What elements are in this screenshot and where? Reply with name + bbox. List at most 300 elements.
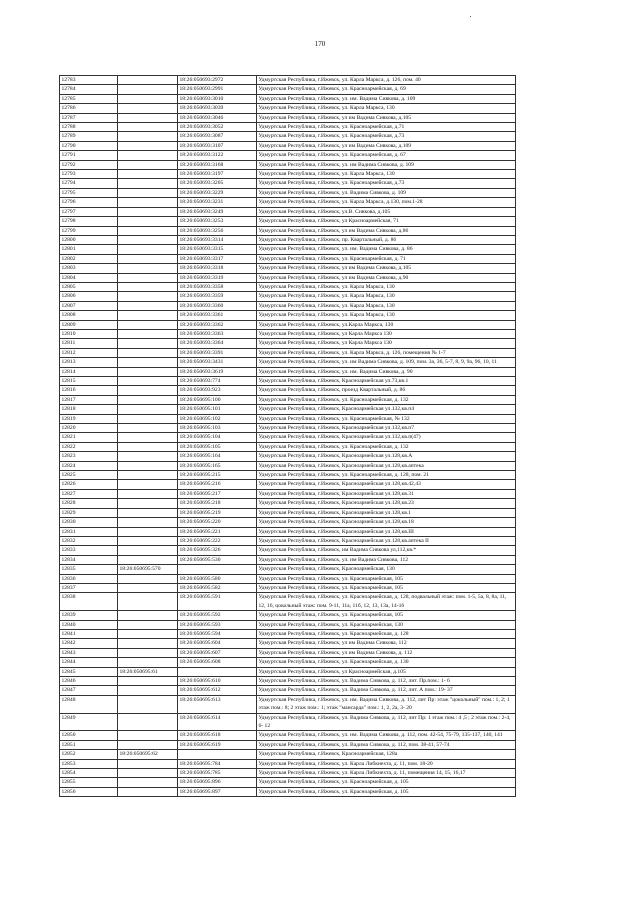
row-number-cell: 12787: [60, 113, 118, 122]
address-cell: Удмуртская Республика, г.Ижевск, проезд Квартальный, д. 86: [257, 386, 516, 395]
cadastral-number-cell: [118, 320, 178, 329]
object-cadastral-number-cell: 18:26:050695:217: [178, 489, 257, 498]
table-row: [60, 282, 516, 291]
address-cell: Удмуртская Республика, г.Ижевск, Красноармейская ул.128,кв.аптека II: [257, 536, 516, 545]
address-cell: Удмуртская Республика, г.Ижевск, ул. Красноармейская, д. 132: [257, 442, 516, 451]
address-cell: Удмуртская Республика, г.Ижевск, ул. Красноармейская, д. 128, пом. 21: [257, 471, 516, 480]
address-cell: Удмуртская Республика, г.Ижевск, Красноармейская ул.73,кв.1: [257, 377, 516, 386]
row-number-cell: 12811: [60, 339, 118, 348]
cadastral-number-cell: [118, 188, 178, 197]
object-cadastral-number-cell: 18:26:050695:530: [178, 555, 257, 564]
address-cell: Удмуртская Республика, г.Ижевск, ул им Вадима Сивкова, д.90: [257, 273, 516, 282]
table-row: [60, 536, 516, 545]
table-row: [60, 226, 516, 235]
address-cell: Удмуртская Республика, г.Ижевск, Красноармейская, 128а: [257, 750, 516, 759]
address-cell: Удмуртская Республика, г.Ижевск, ул. Карла Маркса, 130: [257, 311, 516, 320]
row-number-cell: 12844: [60, 658, 118, 667]
address-cell: Удмуртская Республика, г.Ижевск, ул. им. Вадима Сивкова, д. 112, лит Пр: этаж "цокольный" пом.: 1, 2; 1 этаж пом.: 8; 2 этаж пом.: 1; этаж "мансарда" пом.: 1, 2, 2а, 3- 20: [257, 695, 516, 713]
row-number-cell: 12820: [60, 424, 118, 433]
object-cadastral-number-cell: 18:26:050695:607: [178, 648, 257, 657]
address-cell: Удмуртская Республика, г.Ижевск, пр. Квартальный, д. 86: [257, 235, 516, 244]
cadastral-number-cell: [118, 160, 178, 169]
row-number-cell: 12837: [60, 583, 118, 592]
object-cadastral-number-cell: 18:26:050695:784: [178, 759, 257, 768]
cadastral-number-cell: [118, 254, 178, 263]
object-cadastral-number-cell: 18:26:050695:897: [178, 787, 257, 796]
table-row: [60, 377, 516, 386]
address-cell: Удмуртская Республика, г.Ижевск, Красноармейская ул.128,кв.23: [257, 499, 516, 508]
address-cell: Удмуртская Республика, г.Ижевск, ул. Красноармейская, д. 128: [257, 629, 516, 638]
register-body: [60, 76, 516, 797]
address-cell: Удмуртская Республика, г.Ижевск, ул им Вадима Сивкова, д. 112: [257, 648, 516, 657]
row-number-cell: 12788: [60, 123, 118, 132]
table-row: [60, 489, 516, 498]
address-cell: Удмуртская Республика, г.Ижевск, ул. им. Вадима Сивкова, д. 109: [257, 94, 516, 103]
row-number-cell: 12838: [60, 593, 118, 611]
row-number-cell: 12855: [60, 778, 118, 787]
object-cadastral-number-cell: 18:26:050695:593: [178, 620, 257, 629]
object-cadastral-number-cell: 18:26:050695:612: [178, 686, 257, 695]
cadastral-number-cell: [118, 235, 178, 244]
row-number-cell: 12796: [60, 198, 118, 207]
table-row: [60, 235, 516, 244]
object-cadastral-number-cell: 18:26:050693:3205: [178, 179, 257, 188]
object-cadastral-number-cell: 18:26:050693:3107: [178, 141, 257, 150]
cadastral-number-cell: [118, 759, 178, 768]
address-cell: Удмуртская Республика, г.Ижевск, ул. Красноармейская, д. 67: [257, 151, 516, 160]
cadastral-number-cell: [118, 424, 178, 433]
row-number-cell: 12840: [60, 620, 118, 629]
object-cadastral-number-cell: 18:26:050693:2991: [178, 85, 257, 94]
row-number-cell: 12808: [60, 311, 118, 320]
cadastral-number-cell: 18:26:050695:62: [118, 750, 178, 759]
row-number-cell: 12843: [60, 648, 118, 657]
cadastral-number-cell: [118, 471, 178, 480]
object-cadastral-number-cell: 18:26:050693:3360: [178, 301, 257, 310]
address-cell: Удмуртская Республика, г.Ижевск, ул. Красноармейская, д. 105: [257, 778, 516, 787]
row-number-cell: 12848: [60, 695, 118, 713]
row-number-cell: 12789: [60, 132, 118, 141]
cadastral-number-cell: [118, 499, 178, 508]
cadastral-number-cell: [118, 574, 178, 583]
address-cell: Удмуртская Республика, г.Ижевск, Красноармейская ул.128,кв.1: [257, 508, 516, 517]
table-row: [60, 264, 516, 273]
table-row: [60, 329, 516, 338]
cadastral-number-cell: [118, 377, 178, 386]
cadastral-number-cell: [118, 76, 178, 85]
object-cadastral-number-cell: 18:26:050695:102: [178, 414, 257, 423]
cadastral-number-cell: [118, 217, 178, 226]
table-row: [60, 85, 516, 94]
table-row: [60, 217, 516, 226]
object-cadastral-number-cell: 18:26:050693:3363: [178, 329, 257, 338]
row-number-cell: 12834: [60, 555, 118, 564]
row-number-cell: 12785: [60, 94, 118, 103]
object-cadastral-number-cell: 18:26:050693:3039: [178, 104, 257, 113]
row-number-cell: 12824: [60, 461, 118, 470]
table-row: [60, 151, 516, 160]
address-cell: Удмуртская Республика, г.Ижевск, ул. Красноармейская, д. 71: [257, 254, 516, 263]
address-cell: Удмуртская Республика, г.Ижевск, ул. Красноармейская, д. 128, подвальный этаж: пом. 1-5, 5а, 8, 8а, 11, 12, 16, цокольный этаж: пом. 9-11, 11а, 11б, 12, 13, 13а, 14-16: [257, 593, 516, 611]
row-number-cell: 12833: [60, 546, 118, 555]
table-row: [60, 611, 516, 620]
table-row: [60, 424, 516, 433]
row-number-cell: 12804: [60, 273, 118, 282]
scan-speck: [470, 16, 471, 17]
cadastral-number-cell: [118, 395, 178, 404]
address-cell: Удмуртская Республика, г.Ижевск, ул Красноармейская, д.105: [257, 667, 516, 676]
object-cadastral-number-cell: 18:26:050693:923: [178, 386, 257, 395]
cadastral-number-cell: [118, 141, 178, 150]
cadastral-number-cell: [118, 104, 178, 113]
row-number-cell: 12819: [60, 414, 118, 423]
table-row: [60, 677, 516, 686]
cadastral-number-cell: [118, 629, 178, 638]
address-cell: Удмуртская Республика, г.Ижевск, ул Красноармейская, 71: [257, 217, 516, 226]
row-number-cell: 12806: [60, 292, 118, 301]
address-cell: Удмуртская Республика, г.Ижевск, Красноармейская ул.132,кв.п7: [257, 424, 516, 433]
table-row: [60, 395, 516, 404]
cadastral-number-cell: [118, 132, 178, 141]
address-cell: Удмуртская Республика, г.Ижевск, Красноармейская ул.128,кв.18: [257, 518, 516, 527]
cadastral-number-cell: [118, 207, 178, 216]
object-cadastral-number-cell: 18:26:050695:104: [178, 433, 257, 442]
row-number-cell: 12835: [60, 565, 118, 574]
object-cadastral-number-cell: 18:26:050693:3087: [178, 132, 257, 141]
object-cadastral-number-cell: 18:26:050693:3229: [178, 188, 257, 197]
object-cadastral-number-cell: 18:26:050695:608: [178, 658, 257, 667]
row-number-cell: 12813: [60, 358, 118, 367]
row-number-cell: 12827: [60, 489, 118, 498]
row-number-cell: 12795: [60, 188, 118, 197]
row-number-cell: 12829: [60, 508, 118, 517]
row-number-cell: 12784: [60, 85, 118, 94]
object-cadastral-number-cell: 18:26:050693:3318: [178, 264, 257, 273]
table-row: [60, 658, 516, 667]
table-row: [60, 292, 516, 301]
object-cadastral-number-cell: 18:26:050695:591: [178, 593, 257, 611]
object-cadastral-number-cell: 18:26:050693:3046: [178, 113, 257, 122]
table-row: [60, 518, 516, 527]
table-row: [60, 778, 516, 787]
row-number-cell: 12850: [60, 731, 118, 740]
object-cadastral-number-cell: 18:26:050693:3317: [178, 254, 257, 263]
address-cell: Удмуртская Республика, г.Ижевск, ул Карла Маркса 130: [257, 329, 516, 338]
object-cadastral-number-cell: 18:26:050693:3319: [178, 273, 257, 282]
address-cell: Удмуртская Республика, г.Ижевск, ул. Красноармейская, д.71: [257, 123, 516, 132]
row-number-cell: 12807: [60, 301, 118, 310]
row-number-cell: 12783: [60, 76, 118, 85]
row-number-cell: 12836: [60, 574, 118, 583]
cadastral-number-cell: [118, 769, 178, 778]
address-cell: Удмуртская Республика, г.Ижевск, Красноармейская ул.128,кв.III: [257, 527, 516, 536]
object-cadastral-number-cell: 18:26:050695:216: [178, 480, 257, 489]
object-cadastral-number-cell: 18:26:050693:3249: [178, 207, 257, 216]
address-cell: Удмуртская Республика, г.Ижевск, Красноармейская ул.128,кв.42,43: [257, 480, 516, 489]
address-cell: Удмуртская Республика, г.Ижевск, Красноармейская ул.132,кв.п(47): [257, 433, 516, 442]
cadastral-number-cell: [118, 489, 178, 498]
cadastral-number-cell: [118, 85, 178, 94]
cadastral-number-cell: [118, 292, 178, 301]
cadastral-number-cell: [118, 405, 178, 414]
address-cell: Удмуртская Республика, г.Ижевск, Красноармейская ул.132,кв.п4: [257, 405, 516, 414]
cadastral-number-cell: 18:26:050695:570: [118, 565, 178, 574]
cadastral-number-cell: [118, 658, 178, 667]
cadastral-number-cell: [118, 226, 178, 235]
cadastral-number-cell: [118, 461, 178, 470]
cadastral-number-cell: 18:26:050695:61: [118, 667, 178, 676]
row-number-cell: 12847: [60, 686, 118, 695]
address-cell: Удмуртская Республика, г.Ижевск, ул им Вадима Сивкова, д.105: [257, 113, 516, 122]
address-cell: Удмуртская Республика, г.Ижевск, ул. Красноармейская, 105: [257, 611, 516, 620]
object-cadastral-number-cell: 18:26:050693:3231: [178, 198, 257, 207]
address-cell: Удмуртская Республика, г.Ижевск, им Вадима Сивкова ул,112,кв.*: [257, 546, 516, 555]
object-cadastral-number-cell: 18:26:050693:3256: [178, 226, 257, 235]
table-row: [60, 311, 516, 320]
row-number-cell: 12832: [60, 536, 118, 545]
cadastral-number-cell: [118, 508, 178, 517]
address-cell: Удмуртская Республика, г.Ижевск, ул. Вадима Сивкова, д. 112, лит Пр: 1 этаж пом.: 4 ,5 ; 2 этаж пом.: 2-4, 6- 12: [257, 713, 516, 731]
row-number-cell: 12853: [60, 759, 118, 768]
address-cell: Удмуртская Республика, г.Ижевск, ул. Вадима Сивкова, д. 109: [257, 188, 516, 197]
object-cadastral-number-cell: 18:26:050695:100: [178, 395, 257, 404]
row-number-cell: 12810: [60, 329, 118, 338]
table-row: [60, 695, 516, 713]
table-row: [60, 433, 516, 442]
object-cadastral-number-cell: 18:26:050695:618: [178, 731, 257, 740]
table-row: [60, 198, 516, 207]
cadastral-number-cell: [118, 695, 178, 713]
table-row: [60, 76, 516, 85]
object-cadastral-number-cell: 18:26:050695:221: [178, 527, 257, 536]
address-cell: Удмуртская Республика, г.Ижевск, ул. Карла Маркса, 130: [257, 301, 516, 310]
table-row: [60, 750, 516, 759]
address-cell: Удмуртская Республика, г.Ижевск, Красноармейская ул.128,кв.А: [257, 452, 516, 461]
row-number-cell: 12809: [60, 320, 118, 329]
cadastral-number-cell: [118, 648, 178, 657]
object-cadastral-number-cell: 18:26:050695:582: [178, 583, 257, 592]
row-number-cell: 12849: [60, 713, 118, 731]
table-row: [60, 188, 516, 197]
cadastral-number-cell: [118, 639, 178, 648]
row-number-cell: 12823: [60, 452, 118, 461]
object-cadastral-number-cell: 18:26:050693:3010: [178, 94, 257, 103]
row-number-cell: 12800: [60, 235, 118, 244]
cadastral-number-cell: [118, 123, 178, 132]
table-row: [60, 593, 516, 611]
table-row: [60, 508, 516, 517]
cadastral-number-cell: [118, 611, 178, 620]
row-number-cell: 12793: [60, 170, 118, 179]
address-cell: Удмуртская Республика, г.Ижевск, ул. Красноармейская, д. 105: [257, 787, 516, 796]
table-row: [60, 94, 516, 103]
object-cadastral-number-cell: 18:26:050695:326: [178, 546, 257, 555]
table-row: [60, 160, 516, 169]
table-row: [60, 301, 516, 310]
table-row: [60, 499, 516, 508]
table-row: [60, 471, 516, 480]
table-row: [60, 759, 516, 768]
table-row: [60, 405, 516, 414]
cadastral-number-cell: [118, 546, 178, 555]
cadastral-number-cell: [118, 778, 178, 787]
row-number-cell: 12822: [60, 442, 118, 451]
row-number-cell: 12821: [60, 433, 118, 442]
table-row: [60, 769, 516, 778]
address-cell: Удмуртская Республика, г.Ижевск, ул.Карла Маркса, 130: [257, 320, 516, 329]
cadastral-number-cell: [118, 740, 178, 749]
row-number-cell: 12825: [60, 471, 118, 480]
object-cadastral-number-cell: 18:26:050695:614: [178, 713, 257, 731]
object-cadastral-number-cell: 18:26:050695:592: [178, 611, 257, 620]
row-number-cell: 12842: [60, 639, 118, 648]
object-cadastral-number-cell: 18:26:050693:3052: [178, 123, 257, 132]
cadastral-number-cell: [118, 583, 178, 592]
address-cell: Удмуртская Республика, г.Ижевск, ул. Карла Маркса, 130: [257, 170, 516, 179]
object-cadastral-number-cell: 18:26:050693:3431: [178, 358, 257, 367]
object-cadastral-number-cell: 18:26:050695:165: [178, 461, 257, 470]
row-number-cell: 12786: [60, 104, 118, 113]
cadastral-number-cell: [118, 245, 178, 254]
cadastral-number-cell: [118, 113, 178, 122]
object-cadastral-number-cell: 18:26:050693:3314: [178, 235, 257, 244]
table-row: [60, 442, 516, 451]
row-number-cell: 12826: [60, 480, 118, 489]
address-cell: Удмуртская Республика, г.Ижевск, ул. Вадима Сивкова, д. 112, пом. 38-41, 57-74: [257, 740, 516, 749]
table-row: [60, 339, 516, 348]
address-cell: Удмуртская Республика, г.Ижевск, ул. Карла Маркса, д. 126, пом. 40: [257, 76, 516, 85]
table-row: [60, 348, 516, 357]
table-row: [60, 254, 516, 263]
object-cadastral-number-cell: 18:26:050695:103: [178, 424, 257, 433]
cadastral-number-cell: [118, 301, 178, 310]
object-cadastral-number-cell: 18:26:050693:3122: [178, 151, 257, 160]
row-number-cell: 12791: [60, 151, 118, 160]
address-cell: Удмуртская Республика, г.Ижевск, ул. Вадима Сивкова, д. 112, лит. Пр.пом.: 1- 6: [257, 677, 516, 686]
row-number-cell: 12794: [60, 179, 118, 188]
address-cell: Удмуртская Республика, г.Ижевск, ул. Карла Маркса, 130: [257, 292, 516, 301]
object-cadastral-number-cell: 18:26:050693:3619: [178, 367, 257, 376]
object-cadastral-number-cell: 18:26:050693:3391: [178, 348, 257, 357]
table-row: [60, 731, 516, 740]
cadastral-number-cell: [118, 367, 178, 376]
address-cell: Удмуртская Республика, г.Ижевск, ул.В. Сивкова, д.105: [257, 207, 516, 216]
cadastral-number-cell: [118, 452, 178, 461]
cadastral-number-cell: [118, 536, 178, 545]
object-cadastral-number-cell: 18:26:050693:3358: [178, 282, 257, 291]
row-number-cell: 12846: [60, 677, 118, 686]
table-row: [60, 629, 516, 638]
cadastral-number-cell: [118, 518, 178, 527]
cadastral-number-cell: [118, 386, 178, 395]
object-cadastral-number-cell: 18:26:050695:164: [178, 452, 257, 461]
address-cell: Удмуртская Республика, г.Ижевск, ул. Красноармейская, 130: [257, 620, 516, 629]
row-number-cell: 12802: [60, 254, 118, 263]
address-cell: Удмуртская Республика, г.Ижевск, ул. им. Вадима Сивкова, д. 90: [257, 367, 516, 376]
row-number-cell: 12852: [60, 750, 118, 759]
row-number-cell: 12792: [60, 160, 118, 169]
address-cell: Удмуртская Республика, г.Ижевск, ул. Вадима Сивкова, д. 112, лит. А пом.: 19- 37: [257, 686, 516, 695]
row-number-cell: 12828: [60, 499, 118, 508]
row-number-cell: 12845: [60, 667, 118, 676]
table-row: [60, 104, 516, 113]
address-cell: Удмуртская Республика, г.Ижевск, ул. Красноармейская, д. 69: [257, 85, 516, 94]
object-cadastral-number-cell: 18:26:050695:101: [178, 405, 257, 414]
cadastral-number-cell: [118, 593, 178, 611]
cadastral-number-cell: [118, 433, 178, 442]
address-cell: Удмуртская Республика, г.Ижевск, ул им Вадима Сивкова, д.86: [257, 226, 516, 235]
row-number-cell: 12854: [60, 769, 118, 778]
table-row: [60, 787, 516, 796]
cadastral-number-cell: [118, 329, 178, 338]
row-number-cell: 12851: [60, 740, 118, 749]
address-cell: Удмуртская Республика, г.Ижевск, ул. им. Вадима Сивкова, д. 112, пом. 42-54, 75-79, 135-137, 140, 141: [257, 731, 516, 740]
table-row: [60, 245, 516, 254]
table-row: [60, 461, 516, 470]
cadastral-number-cell: [118, 264, 178, 273]
table-row: [60, 686, 516, 695]
cadastral-number-cell: [118, 480, 178, 489]
table-row: [60, 583, 516, 592]
property-register-table: [59, 75, 516, 797]
object-cadastral-number-cell: 18:26:050693:3197: [178, 170, 257, 179]
table-row: [60, 648, 516, 657]
table-row: [60, 574, 516, 583]
address-cell: Удмуртская Республика, г.Ижевск, ул. Карла Либкнехта, д. 11, пом. 18-20: [257, 759, 516, 768]
row-number-cell: 12816: [60, 386, 118, 395]
object-cadastral-number-cell: 18:26:050693:3359: [178, 292, 257, 301]
row-number-cell: 12812: [60, 348, 118, 357]
address-cell: Удмуртская Республика, г.Ижевск, ул. Красноармейская, д. 132: [257, 395, 516, 404]
table-row: [60, 713, 516, 731]
address-cell: Удмуртская Республика, г.Ижевск, ул. Красноармейская, 105: [257, 583, 516, 592]
cadastral-number-cell: [118, 151, 178, 160]
table-row: [60, 179, 516, 188]
row-number-cell: 12801: [60, 245, 118, 254]
cadastral-number-cell: [118, 282, 178, 291]
table-row: [60, 480, 516, 489]
object-cadastral-number-cell: 18:26:050695:619: [178, 740, 257, 749]
cadastral-number-cell: [118, 787, 178, 796]
row-number-cell: 12798: [60, 217, 118, 226]
table-row: [60, 113, 516, 122]
row-number-cell: 12818: [60, 405, 118, 414]
object-cadastral-number-cell: 18:26:050695:218: [178, 499, 257, 508]
cadastral-number-cell: [118, 273, 178, 282]
object-cadastral-number-cell: 18:26:050695:220: [178, 518, 257, 527]
cadastral-number-cell: [118, 339, 178, 348]
object-cadastral-number-cell: 18:26:050695:613: [178, 695, 257, 713]
table-row: [60, 358, 516, 367]
table-row: [60, 207, 516, 216]
row-number-cell: 12831: [60, 527, 118, 536]
cadastral-number-cell: [118, 94, 178, 103]
object-cadastral-number-cell: 18:26:050693:3362: [178, 320, 257, 329]
object-cadastral-number-cell: 18:26:050695:604: [178, 639, 257, 648]
address-cell: Удмуртская Республика, г.Ижевск, ул. им Вадима Сивкова, д. 109, пом. 3а, 36, 5-7, 8, 9, 9а, 96, 10, 11: [257, 358, 516, 367]
address-cell: Удмуртская Республика, г.Ижевск, ул. Красноармейская, 105: [257, 574, 516, 583]
row-number-cell: 12799: [60, 226, 118, 235]
address-cell: Удмуртская Республика, г.Ижевск, ул. им Вадима Сивкова, д. 109: [257, 160, 516, 169]
table-row: [60, 452, 516, 461]
table-row: [60, 414, 516, 423]
table-row: [60, 565, 516, 574]
address-cell: Удмуртская Республика, г.Ижевск, ул им Вадима Сивкова, 112: [257, 639, 516, 648]
row-number-cell: 12841: [60, 629, 118, 638]
address-cell: Удмуртская Республика, г.Ижевск, ул. Карла Маркса, 130: [257, 282, 516, 291]
object-cadastral-number-cell: 18:26:050693:3364: [178, 339, 257, 348]
cadastral-number-cell: [118, 198, 178, 207]
